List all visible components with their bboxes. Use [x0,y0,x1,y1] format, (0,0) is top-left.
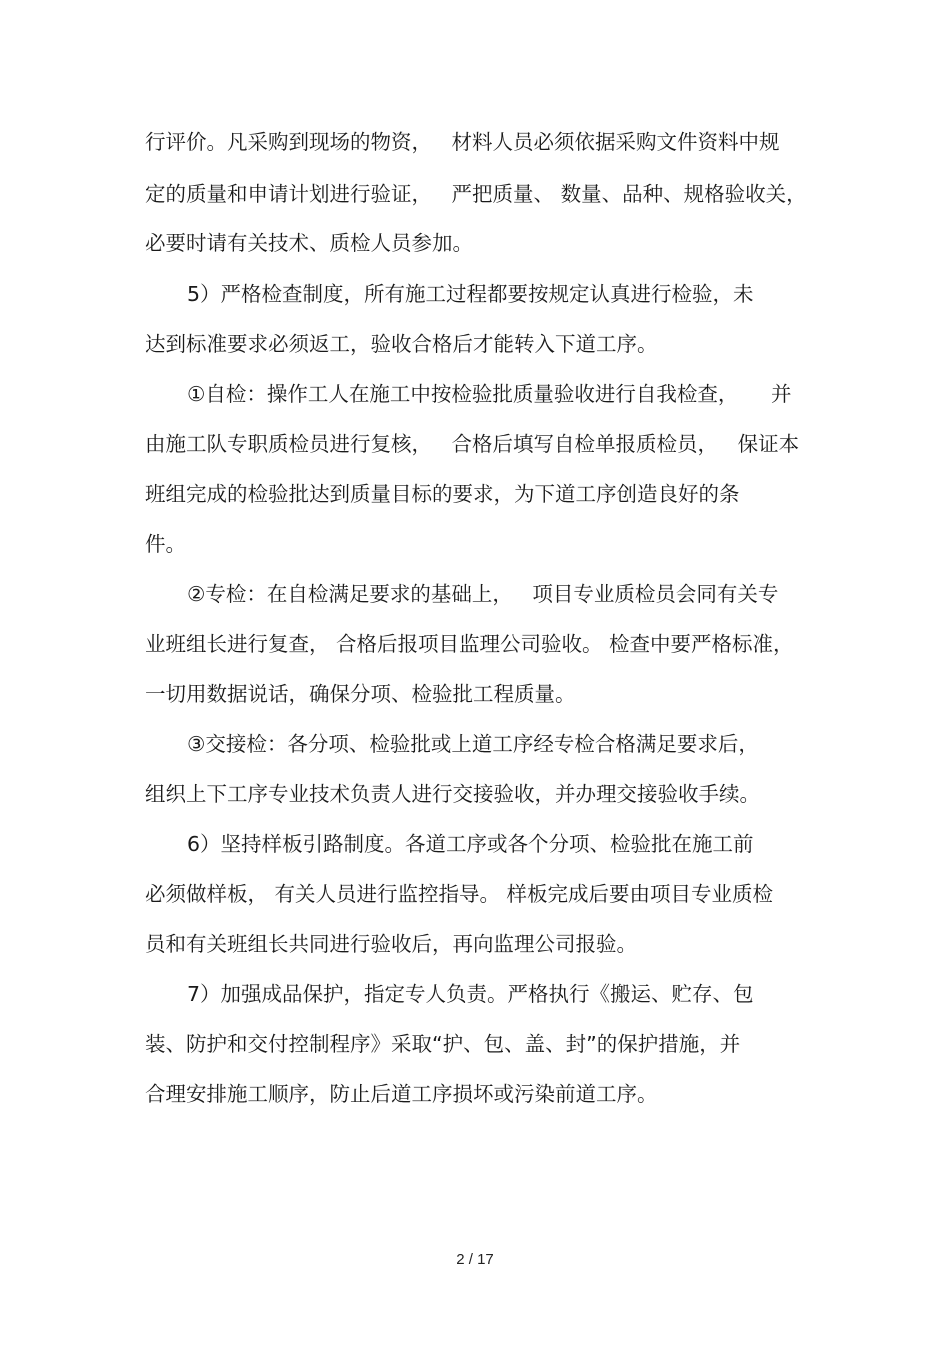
paragraph-line: 必要时请有关技术、质检人员参加。 [145,231,473,255]
paragraph-line: ①自检：操作工人在施工中按检验批质量验收进行自我检查， 并 [187,382,792,406]
paragraph-line: ③交接检：各分项、检验批或上道工序经专检合格满足要求后， [187,732,759,756]
paragraph-line: 定的质量和申请计划进行验证， 严把质量、 数量、品种、规格验收关， [145,182,807,206]
paragraph-line: 员和有关班组长共同进行验收后，再向监理公司报验。 [145,932,637,956]
paragraph-line: 班组完成的检验批达到质量目标的要求，为下道工序创造良好的条 [145,482,740,506]
paragraph-line: 业班组长进行复查， 合格后报项目监理公司验收。 检查中要严格标准， [145,632,794,656]
paragraph-line: 必须做样板， 有关人员进行监控指导。 样板完成后要由项目专业质检 [145,882,774,906]
paragraph-line: 达到标准要求必须返工，验收合格后才能转入下道工序。 [145,332,658,356]
paragraph-line: 由施工队专职质检员进行复核， 合格后填写自检单报质检员， 保证本 [145,432,800,456]
paragraph-line: 装、防护和交付控制程序》采取“护、包、盖、封”的保护措施，并 [145,1032,741,1056]
page-number: 2 / 17 [456,1251,494,1268]
paragraph-line: 合理安排施工顺序，防止后道工序损坏或污染前道工序。 [145,1082,658,1106]
paragraph-line: 5）严格检查制度，所有施工过程都要按规定认真进行检验，未 [187,282,754,306]
paragraph-line: ②专检：在自检满足要求的基础上， 项目专业质检员会同有关专 [187,582,779,606]
paragraph-line: 一切用数据说话，确保分项、检验批工程质量。 [145,682,576,706]
paragraph-line: 行评价。凡采购到现场的物资， 材料人员必须依据采购文件资料中规 [145,130,780,154]
paragraph-line: 6）坚持样板引路制度。各道工序或各个分项、检验批在施工前 [187,832,754,856]
paragraph-line: 7）加强成品保护，指定专人负责。严格执行《搬运、贮存、包 [187,982,754,1006]
paragraph-line: 组织上下工序专业技术负责人进行交接验收，并办理交接验收手续。 [145,782,760,806]
paragraph-line: 件。 [145,532,186,556]
